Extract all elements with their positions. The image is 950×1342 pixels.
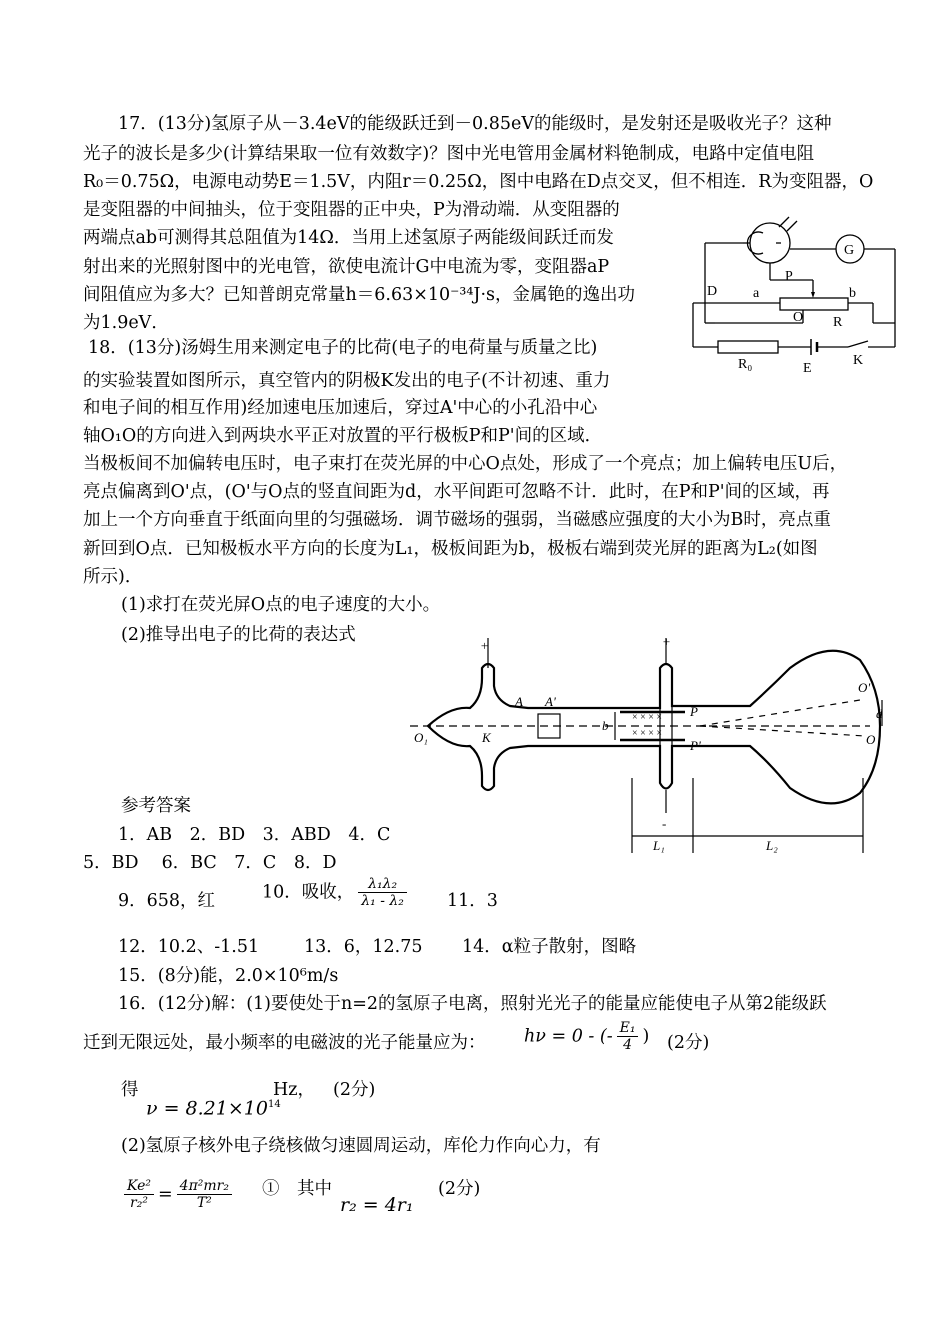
answer-13: 13．6，12.75 <box>304 937 423 957</box>
answer-16-score-1: (2分) <box>667 1033 710 1053</box>
tube-label-plus-2: + <box>662 634 671 649</box>
tube-label-d: d <box>876 706 883 721</box>
label-R: R <box>833 315 843 330</box>
q17-line-6: 射出来的光照射图中的光电管，欲使电流计G中电流为零，变阻器aP <box>83 257 610 277</box>
answer-12: 12．10.2、-1.51 <box>118 937 260 957</box>
phototube-circle <box>750 223 790 263</box>
answer-16-score-2: (2分) <box>333 1080 376 1100</box>
tube-label-plus-1: + <box>480 638 489 653</box>
answer-10-den: λ₁ - λ₂ <box>361 893 404 909</box>
q17-line-1: 17．(13分)氢原子从－3.4eV的能级跃迁到－0.85eV的能级时，是发射还是吸收光子？这种 <box>118 114 832 134</box>
answer-11: 11．3 <box>447 891 498 911</box>
label-b: b <box>849 286 856 301</box>
q18-line-9: 所示)． <box>83 567 143 587</box>
q18-line-1: 18．(13分)汤姆生用来测定电子的比荷(电子的电荷量与质量之比) <box>88 338 598 358</box>
tube-label-A-prime: A' <box>545 694 556 709</box>
resistor-R0 <box>718 341 778 353</box>
q18-line-6: 亮点偏离到O'点，(O'与O点的竖直间距为d，水平间距可忽略不计．此时，在P和P'间的区域，再 <box>83 482 830 502</box>
label-O: O <box>793 310 804 325</box>
answer-16-nu <box>146 1094 281 1119</box>
answer-16-eq-left: hν = 0 - (- <box>524 1026 613 1047</box>
answer-10-fraction <box>358 876 407 909</box>
q18-sub-2: (2)推导出电子的比荷的表达式 <box>121 625 356 645</box>
q17-line-3: R₀＝0.75Ω，电源电动势E＝1.5V，内阻r＝0.25Ω，图中电路在D点交叉，但不相连．R为变阻器，O <box>83 172 874 192</box>
answer-14: 14．α粒子散射，图略 <box>462 937 637 957</box>
tube-label-O-prime: O' <box>858 680 871 695</box>
answers-row-1: 1．AB 2．BD 3．ABD 4．C <box>118 825 391 845</box>
q18-line-7: 加上一个方向垂直于纸面向里的匀强磁场．调节磁场的强弱，当磁感应强度的大小为B时，亮点重 <box>83 510 831 530</box>
label-E: E <box>803 361 812 376</box>
answers-heading: 参考答案 <box>121 796 191 816</box>
q18-line-4: 轴O₁O的方向进入到两块水平正对放置的平行极板P和P'间的区域． <box>83 426 603 446</box>
label-R0: R₀ <box>738 357 753 372</box>
answers-row-2: 5．BD 6．BC 7．C 8．D <box>83 853 337 873</box>
answer-16-frac-1-den: r₂² <box>130 1195 148 1211</box>
answer-16-eq-right: ) <box>642 1026 650 1047</box>
answer-16-score-3: (2分) <box>438 1179 481 1199</box>
label-G: G <box>844 243 855 258</box>
answer-10-label: 10．吸收， <box>262 882 355 903</box>
thomson-tube-diagram <box>410 628 883 860</box>
answer-16-part-2: (2)氢原子核外电子绕核做匀速圆周运动，库伦力作向心力，有 <box>121 1136 601 1156</box>
q17-line-7: 间阻值应为多大？已知普朗克常量h＝6.63×10⁻³⁴J·s，金属铯的逸出功 <box>83 285 635 305</box>
q17-line-8: 为1.9eV． <box>83 313 169 333</box>
answer-10 <box>262 876 411 909</box>
svg-text:× × × ×: × × × × <box>632 728 663 739</box>
q18-sub-1: (1)求打在荧光屏O点的电子速度的大小。 <box>121 595 441 615</box>
tube-label-minus: - <box>662 816 667 831</box>
answer-16-radius: r₂ = 4r₁ <box>340 1194 414 1216</box>
answer-16-frac-1-num: Ke² <box>124 1178 154 1195</box>
answer-16-frac-2 <box>177 1178 232 1211</box>
label-K: K <box>853 353 864 368</box>
svg-text:× × × ×: × × × × <box>632 712 663 723</box>
answer-9: 9．658，红 <box>118 891 216 911</box>
answer-16-eq-fraction <box>617 1020 639 1053</box>
answer-16-eq-sign: = <box>157 1184 173 1205</box>
answer-16-de: 得 <box>121 1080 139 1100</box>
answer-16-line-2: 迁到无限远处，最小频率的电磁波的光子能量应为： <box>83 1033 486 1053</box>
circuit-diagram <box>683 205 913 380</box>
answer-10-num: λ₁λ₂ <box>358 876 407 893</box>
answer-16-nu-exp: 14 <box>267 1099 281 1110</box>
tube-label-K: K <box>482 730 491 745</box>
answer-16-frac-2-den: T² <box>196 1195 212 1211</box>
tube-label-A: A <box>515 694 523 709</box>
tube-label-L1: L₁ <box>653 838 665 853</box>
answer-16-nu-unit: Hz， <box>273 1080 315 1100</box>
q18-line-8: 新回到O点．已知极板水平方向的长度为L₁，极板间距为b，极板右端到荧光屏的距离为L₂(如图 <box>83 539 818 559</box>
answer-16-coulomb-equation <box>120 1178 236 1211</box>
answer-16-nu-value: ν = 8.21×10 <box>146 1097 268 1120</box>
answer-15: 15．(8分)能，2.0×10⁶m/s <box>118 966 339 986</box>
q17-line-4: 是变阻器的中间抽头，位于变阻器的正中央，P为滑动端．从变阻器的 <box>83 200 620 220</box>
answer-16-frac-1 <box>124 1178 154 1211</box>
answer-16-line-1: 16．(12分)解：(1)要使处于n=2的氢原子电离，照射光光子的能量应能使电子从第2能级跃 <box>118 994 827 1014</box>
tube-label-b: b <box>602 718 609 733</box>
label-D: D <box>707 284 718 299</box>
q18-line-2: 的实验装置如图所示，真空管内的阴极K发出的电子(不计初速、重力 <box>83 371 611 391</box>
tube-label-P: P <box>690 704 698 719</box>
answer-16-frac-2-num: 4π²mr₂ <box>177 1178 232 1195</box>
tube-label-P-prime: P' <box>690 738 701 753</box>
answer-16-equation <box>524 1020 649 1053</box>
q17-line-5: 两端点ab可测得其总阻值为14Ω．当用上述氢原子两能级间跃迁而发 <box>83 228 614 248</box>
label-a: a <box>753 286 760 301</box>
q17-line-2: 光子的波长是多少(计算结果取一位有效数字)？图中光电管用金属材料铯制成，电路中定值电阻 <box>83 144 815 164</box>
tube-label-O: O <box>866 732 876 747</box>
tube-label-L2: L₂ <box>766 838 778 853</box>
rheostat-R <box>780 298 848 310</box>
label-P: P <box>785 269 793 284</box>
q18-line-5: 当极板间不加偏转电压时，电子束打在荧光屏的中心O点处，形成了一个亮点；加上偏转电压U后， <box>83 454 848 474</box>
answer-16-eq-den: 4 <box>623 1037 632 1053</box>
answer-16-eq-num: E₁ <box>617 1020 639 1037</box>
tube-label-O1: O₁ <box>414 730 428 745</box>
q18-line-3: 和电子间的相互作用)经加速电压加速后，穿过A'中心的小孔沿中心 <box>83 398 598 418</box>
answer-16-circle-note: ① 其中 <box>262 1179 332 1199</box>
